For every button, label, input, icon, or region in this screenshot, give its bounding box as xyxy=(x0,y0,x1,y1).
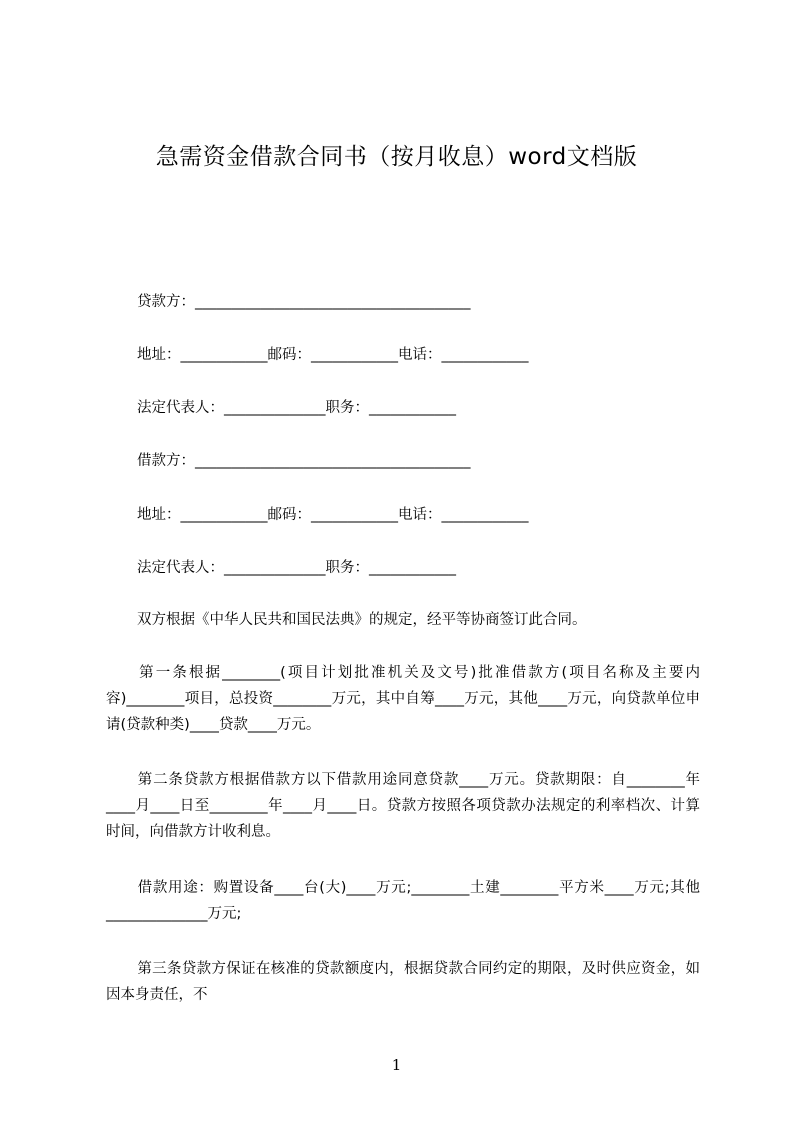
lender-representative-line: 法定代表人：______________职务：____________ xyxy=(137,400,456,416)
borrower-line: 借款方：______________________________________ xyxy=(137,453,471,469)
article-2 xyxy=(106,767,700,845)
document-title: 急需资金借款合同书（按月收息）word文档版 xyxy=(155,144,638,170)
lender-address-line: 地址：____________邮码：____________电话：____________ xyxy=(137,347,529,363)
article-3-text: 第三条贷款方保证在核准的贷款额度内，根据贷款合同约定的期限，及时供应资金，如因本身责任，不 xyxy=(106,961,700,1003)
article-1-text: 第一条根据________(项目计划批准机关及文号)批准借款方(项目名称及主要内容)________项目，总投资________万元，其中自筹____万元，其他____万元，向贷款单位申请(贷款种类)____贷款____万元。 xyxy=(106,665,700,733)
page-number: 1 xyxy=(391,1056,402,1074)
loan-purpose xyxy=(106,875,700,927)
borrower-address-line: 地址：____________邮码：____________电话：____________ xyxy=(137,507,529,523)
borrower-representative-line: 法定代表人：______________职务：____________ xyxy=(137,560,456,576)
article-3 xyxy=(106,956,700,1008)
loan-purpose-text: 借款用途：购置设备____台(大)____万元;________土建________平方米____万元;其他______________万元; xyxy=(106,880,700,922)
article-2-text: 第二条贷款方根据借款方以下借款用途同意贷款____万元。贷款期限：自________年____月____日至________年____月____日。贷款方按照各项贷款办法规定的利率档次、计算时间，向借款方计收利息。 xyxy=(106,772,700,840)
article-1 xyxy=(106,660,700,738)
preamble: 双方根据《中华人民共和国民法典》的规定，经平等协商签订此合同。 xyxy=(137,612,587,628)
lender-line: 贷款方：______________________________________ xyxy=(137,294,471,310)
